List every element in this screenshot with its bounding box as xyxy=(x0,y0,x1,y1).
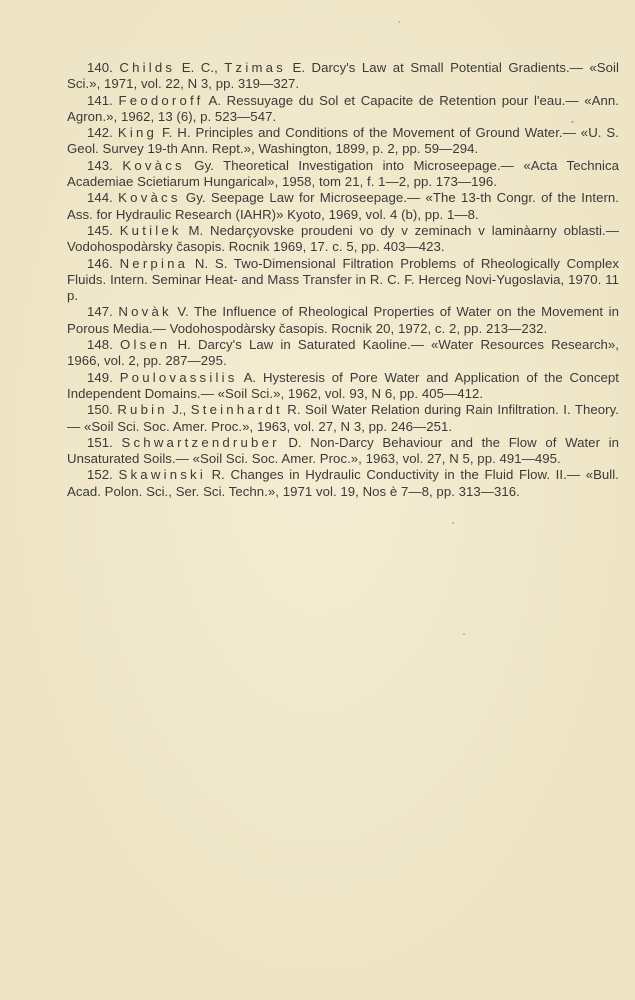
reference-entry xyxy=(67,256,619,305)
reference-text: J., xyxy=(167,402,191,418)
reference-entry xyxy=(67,304,619,337)
reference-number: 140. xyxy=(87,60,113,75)
reference-text: R. Soil Water Relation during Rain Infiltration. I. Theory.— «Soil Sci. Soc. Amer. Proc.», 1963, vol. 27, N 3, pp. 246—251. xyxy=(67,402,620,434)
reference-number: 144. xyxy=(87,190,113,206)
reference-number: 148. xyxy=(87,337,113,353)
reference-author: Schwartzendruber xyxy=(121,434,280,450)
reference-author: Tzimas xyxy=(224,60,286,75)
reference-entry xyxy=(67,223,619,256)
reference-number: 152. xyxy=(87,467,113,483)
reference-text: F. H. Principles and Conditions of the Movement of Ground Water.— «U. S. Geol. Survey 19-th Ann. Rept.», Washington, 1899, p. 2, pp. 59—294. xyxy=(67,125,619,157)
reference-number: 141. xyxy=(87,92,113,108)
reference-author: Childs xyxy=(119,60,176,75)
reference-author: Skawinski xyxy=(118,467,206,483)
reference-entry xyxy=(67,337,619,370)
reference-entry xyxy=(67,60,619,93)
reference-author: Poulovassilis xyxy=(119,369,238,385)
reference-entry xyxy=(67,158,619,191)
reference-text: M. Nedarçyovske proudeni vo dy v zeminach v laminàarny oblasti.— Vodohospodàrsky časopis. Rocnik 1969, 17. c. 5, pp. 403—423. xyxy=(67,222,619,255)
reference-author: Feodoroff xyxy=(118,92,204,108)
reference-number: 150. xyxy=(87,402,113,418)
reference-text: H. Darcy's Law in Saturated Kaoline.— «Water Resources Research», 1966, vol. 2, pp. 287—295. xyxy=(67,337,620,369)
paper-speck xyxy=(398,21,400,23)
paper-speck xyxy=(452,522,454,524)
reference-number: 146. xyxy=(87,255,113,271)
reference-author: King xyxy=(117,125,158,141)
reference-text: A. Hysteresis of Pore Water and Application of the Concept Independent Domains.— «Soil Sci.», 1962, vol. 93, N 6, pp. 405—412. xyxy=(67,369,619,401)
reference-text: E. C., xyxy=(175,60,225,75)
reference-entry xyxy=(67,402,619,435)
reference-text: A. Ressuyage du Sol et Capacite de Retention pour l'eau.— «Ann. Agron.», 1962, 13 (6), p. 523—547. xyxy=(67,92,620,124)
reference-number: 145. xyxy=(87,222,113,238)
reference-text: D. Non-Darcy Behaviour and the Flow of Water in Unsaturated Soils.— «Soil Sci. Soc. Amer. Proc.», 1963, vol. 27, N 5, pp. 491—495. xyxy=(67,434,619,467)
reference-text: N. S. Two-Dimensional Filtration Problems of Rheologically Complex Fluids. Intern. Seminar Heat- and Mass Transfer in R. C. F. Herceg Novi-Yugoslavia, 1970. 11 p. xyxy=(67,255,619,304)
reference-entry xyxy=(67,370,619,403)
reference-text: Gy. Theoretical Investigation into Microseepage.— «Acta Technica Academiae Scietiarum Hungarical», 1958, tom 21, f. 1—2, pp. 173—196. xyxy=(67,157,619,190)
reference-list xyxy=(67,60,619,500)
reference-author: Olsen xyxy=(120,337,171,353)
reference-author: Steinhardt xyxy=(190,402,283,418)
reference-text: E. Darcy's Law at Small Potential Gradients.— «Soil Sci.», 1971, vol. 22, N 3, pp. 319—327. xyxy=(67,60,619,92)
reference-text: Gy. Seepage Law for Microseepage.— «The 13-th Congr. of the Intern. Ass. for Hydraulic Research (IAHR)» Kyoto, 1969, vol. 4 (b), pp. 1—8. xyxy=(67,190,619,222)
reference-text: V. The Influence of Rheological Properties of Water on the Movement in Porous Media.— Vodohospodàrsky časopis. Rocnik 20, 1972, c. 2, pp. 213—232. xyxy=(67,304,620,336)
reference-entry xyxy=(67,93,619,126)
reference-author: Kovàcs xyxy=(122,157,185,173)
reference-entry xyxy=(67,467,619,500)
reference-text: R. Changes in Hydraulic Conductivity in the Fluid Flow. II.— «Bull. Acad. Polon. Sci., Ser. Sci. Techn.», 1971 vol. 19, Nos è 7—8, pp. 313—316. xyxy=(67,467,619,499)
reference-entry xyxy=(67,125,619,158)
reference-author: Nerpina xyxy=(119,255,189,271)
reference-author: Kutilek xyxy=(119,222,182,238)
reference-author: Rubin xyxy=(117,402,168,418)
reference-number: 143. xyxy=(87,157,113,173)
paper-speck xyxy=(463,633,465,635)
reference-number: 147. xyxy=(87,304,113,320)
reference-author: Novàk xyxy=(118,304,172,320)
reference-number: 151. xyxy=(87,434,113,450)
reference-number: 149. xyxy=(87,369,113,385)
reference-entry xyxy=(67,435,619,468)
reference-author: Kovàcs xyxy=(118,190,181,206)
reference-number: 142. xyxy=(87,125,113,141)
reference-entry xyxy=(67,190,619,223)
